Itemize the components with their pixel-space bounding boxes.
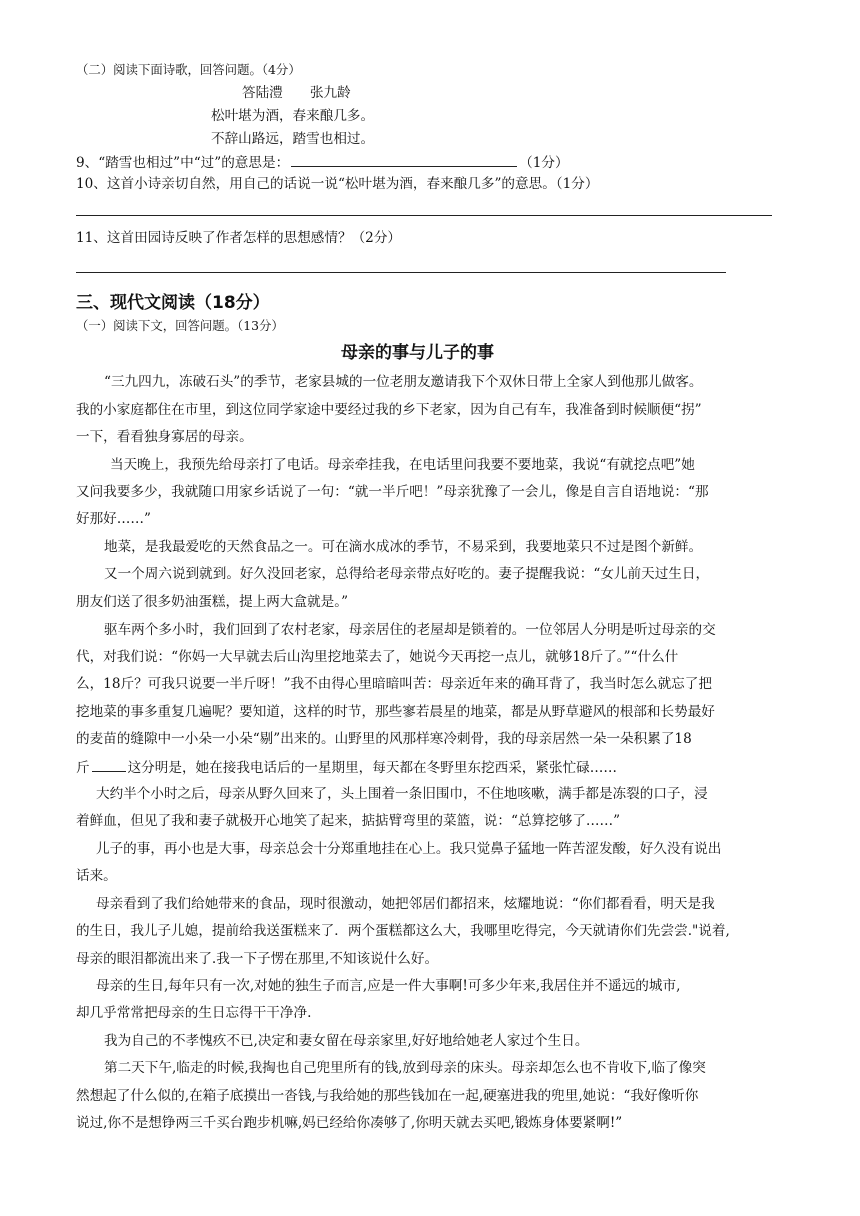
- question-9-score: （1分）: [519, 155, 569, 171]
- answer-blank-punctuation[interactable]: [92, 757, 126, 772]
- article-line: 话来。: [76, 868, 117, 884]
- article-line: 母亲的眼泪都流出来了.我一下子愣在那里,不知该说什么好。: [76, 951, 439, 967]
- poem-section-header: （二）阅读下面诗歌，回答问题。（4分）: [76, 62, 301, 77]
- article-line: 当天晚上，我预先给母亲打了电话。母亲牵挂我，在电话里问我要不要地菜，我说“有就挖点吧”她: [110, 457, 695, 473]
- article-line: 然想起了什么似的,在箱子底摸出一沓钱,与我给她的那些钱加在一起,硬塞进我的兜里,她说：“我好像听你: [76, 1088, 699, 1104]
- section-title-modern-reading: 三、现代文阅读（18分）: [76, 293, 270, 313]
- question-11: 11、这首田园诗反映了作者怎样的思想感情？（2分）: [76, 230, 402, 246]
- article-line: 却几乎常常把母亲的生日忘得干干净净.: [76, 1005, 312, 1021]
- article-line: 朋友们送了很多奶油蛋糕，提上两大盒就是。”: [76, 594, 349, 610]
- modern-subheader: （一）阅读下文，回答问题。（13分）: [76, 318, 284, 333]
- article-line: 么，18斤？可我只说要一半斤呀！”我不由得心里暗暗叫苦：母亲近年来的确耳背了，我当时怎么就忘了把: [76, 676, 712, 692]
- article-line: 好那好……”: [76, 511, 151, 527]
- article-line: 我为自己的不孝愧疚不已,决定和妻女留在母亲家里,好好地给她老人家过个生日。: [104, 1033, 589, 1049]
- article-text: 这分明是，她在接我电话后的一星期里，每天都在冬野里东挖西采，紧张忙碌……: [127, 760, 617, 776]
- article-title: 母亲的事与儿子的事: [341, 343, 494, 363]
- question-10: 10、这首小诗亲切自然，用自己的话说一说“松叶堪为酒，春来酿几多”的意思。（1分）: [76, 176, 599, 192]
- article-line: 儿子的事，再小也是大事，母亲总会十分郑重地挂在心上。我只觉鼻子猛地一阵苦涩发酸，好久没有说出: [96, 841, 722, 857]
- poem-line-2: 不辞山路远，踏雪也相过。: [211, 131, 375, 147]
- answer-blank-9[interactable]: [291, 152, 517, 167]
- article-line: 着鲜血，但见了我和妻子就极开心地笑了起来，掂掂臂弯里的菜篮，说：“总算挖够了……”: [76, 813, 621, 829]
- article-line: 又问我要多少，我就随口用家乡话说了一句：“就一半斤吧！”母亲犹豫了一会儿，像是自言自语地说：“那: [76, 484, 709, 500]
- poem-title-author: 答陆澧 张九龄: [242, 85, 351, 101]
- article-line: 驱车两个多小时，我们回到了农村老家，母亲居住的老屋却是锁着的。一位邻居人分明是听过母亲的交: [104, 622, 716, 638]
- article-line: 我的小家庭都住在市里，到这位同学家途中要经过我的乡下老家，因为自己有车，我准备到时候顺便“拐”: [76, 402, 702, 418]
- article-line: 第二天下午,临走的时候,我掏也自己兜里所有的钱,放到母亲的床头。母亲却怎么也不肯收下,临了像突: [104, 1060, 706, 1076]
- article-line: 母亲的生日,每年只有一次,对她的独生子而言,应是一件大事啊!可多少年来,我居住并不遥远的城市,: [96, 978, 681, 994]
- article-line-with-blank: [76, 757, 617, 778]
- article-line: 地菜，是我最爱吃的天然食品之一。可在滴水成冰的季节，不易采到，我要地菜只不过是图个新鲜。: [104, 539, 703, 555]
- article-line: 说过,你不是想铮两三千买台跑步机嘛,妈已经给你凑够了,你明天就去买吧,锻炼身体要紧啊!”: [76, 1115, 623, 1131]
- article-line: “三九四九，冻破石头”的季节，老家县城的一位老朋友邀请我下个双休日带上全家人到他那儿做客。: [104, 374, 703, 390]
- answer-line-10[interactable]: [76, 215, 772, 216]
- article-line: 一下，看看独身寡居的母亲。: [76, 429, 253, 445]
- article-line: 挖地菜的事多重复几遍呢？要知道，这样的时节，那些寥若晨星的地菜，都是从野草避风的根部和长势最好: [76, 704, 715, 720]
- answer-line-11[interactable]: [76, 272, 726, 273]
- article-text: 斤: [76, 760, 90, 776]
- question-9: [76, 152, 569, 173]
- article-line: 母亲看到了我们给她带来的食品，现时很激动，她把邻居们都招来，炫耀地说：“你们都看看，明天是我: [96, 896, 715, 912]
- poem-line-1: 松叶堪为酒，春来酿几多。: [211, 108, 375, 124]
- article-line: 代，对我们说：“你妈一大早就去后山沟里挖地菜去了，她说今天再挖一点儿，就够18斤了。”“什么什: [76, 649, 679, 665]
- article-line: 又一个周六说到就到。好久没回老家，总得给老母亲带点好吃的。妻子提醒我说：“女儿前天过生日，: [104, 566, 710, 582]
- article-line: 的生日，我儿子儿媳，提前给我送蛋糕来了．两个蛋糕都这么大，我哪里吃得完，今天就请你们先尝尝."说着,: [76, 923, 730, 939]
- question-9-text: 9、“踏雪也相过”中“过”的意思是：: [76, 155, 290, 171]
- article-line: 大约半个小时之后，母亲从野久回来了，头上围着一条旧围巾，不住地咳嗽，满手都是冻裂的口子，浸: [96, 786, 708, 802]
- article-line: 的麦苗的缝隙中一小朵一小朵“剔”出来的。山野里的风那样寒冷刺骨，我的母亲居然一朵一朵积累了18: [76, 731, 692, 747]
